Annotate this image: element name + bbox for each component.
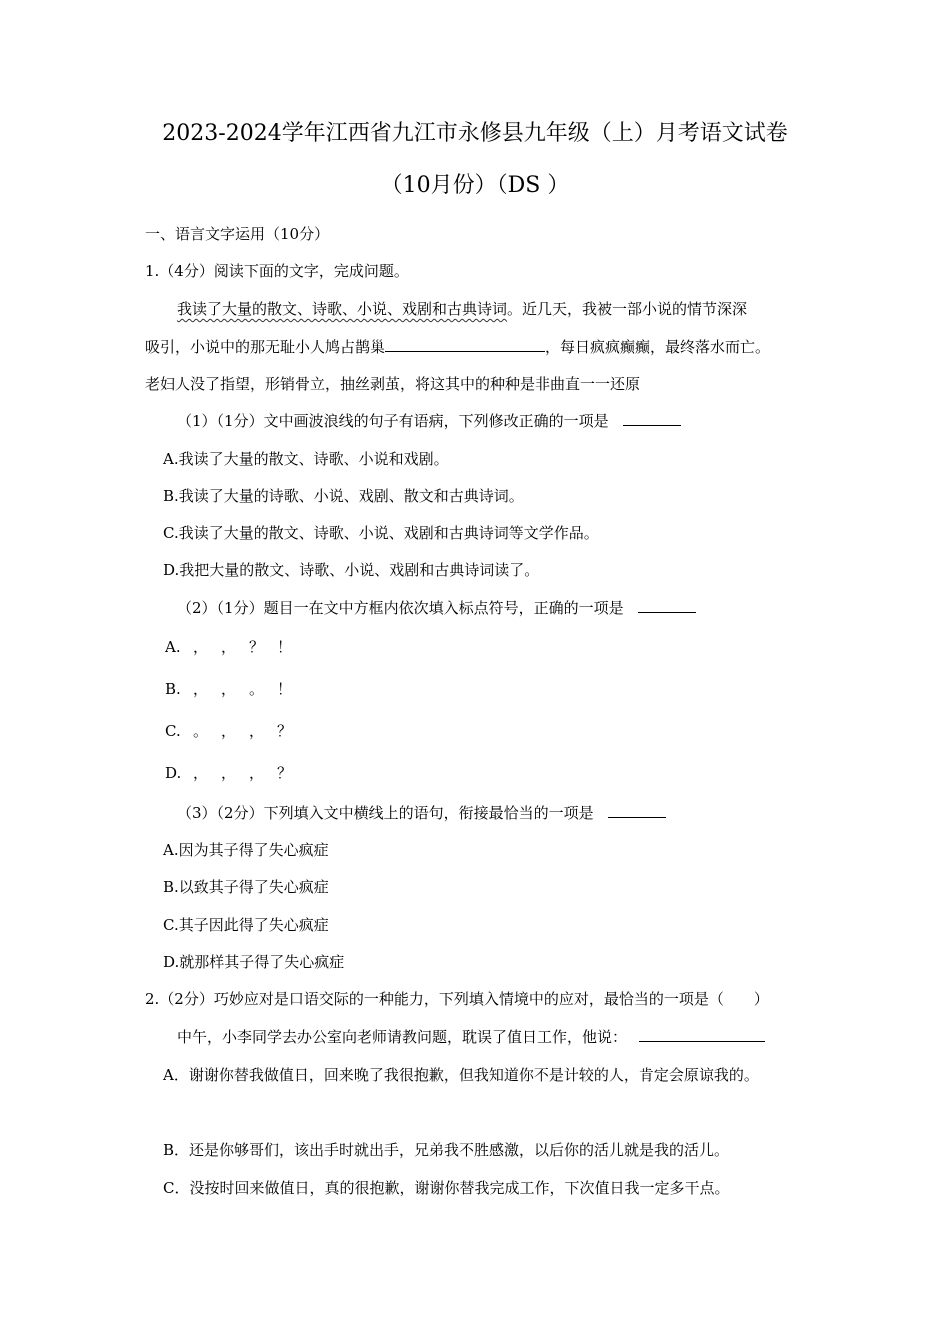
option-1a: A.我读了大量的散文、诗歌、小说和戏剧。	[163, 450, 449, 468]
passage-line-2	[145, 336, 770, 358]
sub-question-1-stem: （1）（1分）文中画波浪线的句子有语病，下列修改正确的一项是	[177, 412, 609, 430]
option-2b: B. ， ， 。 ！	[165, 680, 293, 698]
option-q2b: B．还是你够哥们，该出手时就出手，兄弟我不胜感激，以后你的活儿就是我的活儿。	[163, 1141, 730, 1159]
wavy-sentence: 我读了大量的散文、诗歌、小说、戏剧和古典诗词	[177, 300, 508, 318]
exam-title-line1: 2023-2024学年江西省九江市永修县九年级（上）月考语文试卷	[162, 121, 788, 146]
scenario-text: 中午，小李同学去办公室向老师请教问题，耽误了值日工作，他说：	[177, 1028, 628, 1046]
sub-question-2	[177, 597, 696, 619]
passage-line-3: 老妇人没了指望，形销骨立，抽丝剥茧，将这其中的种种是非曲直一一还原	[145, 375, 641, 393]
answer-blank[interactable]	[639, 1027, 765, 1042]
option-q2a: A．谢谢你替我做值日，回来晚了我很抱歉，但我知道你不是计较的人，肯定会原谅我的。	[163, 1066, 759, 1084]
answer-blank[interactable]	[638, 598, 696, 613]
option-2d: D. ， ， ， ？	[165, 764, 293, 782]
option-2a: A. ， ， ？ ！	[165, 638, 293, 656]
option-2c: C. 。 ， ， ？	[165, 722, 293, 740]
passage-line-2b: ，每日疯疯癫癫，最终落水而亡。	[545, 338, 771, 356]
sub-question-1	[177, 410, 681, 432]
sub-question-3-stem: （3）（2分）下列填入文中横线上的语句，衔接最恰当的一项是	[177, 804, 594, 822]
section-heading: 一、语言文字运用（10分）	[145, 225, 330, 243]
question-1-stem: 1.（4分）阅读下面的文字，完成问题。	[145, 262, 409, 280]
option-q2c: C．没按时回来做值日，真的很抱歉，谢谢你替我完成工作，下次值日我一定多干点。	[163, 1179, 730, 1197]
sub-question-2-stem: （2）（1分）题目一在文中方框内依次填入标点符号，正确的一项是	[177, 599, 624, 617]
option-3a: A.因为其子得了失心疯症	[163, 841, 329, 859]
exam-title-line2: （10月份）（DS ）	[380, 173, 570, 198]
answer-blank[interactable]	[385, 337, 545, 352]
passage-line-1-rest: 。近几天，我被一部小说的情节深深	[507, 300, 748, 318]
question-2-stem: 2.（2分）巧妙应对是口语交际的一种能力，下列填入情境中的应对，最恰当的一项是（ ）	[145, 990, 769, 1008]
option-3b: B.以致其子得了失心疯症	[163, 878, 329, 896]
option-3d: D.就那样其子得了失心疯症	[163, 953, 345, 971]
option-1b: B.我读了大量的诗歌、小说、戏剧、散文和古典诗词。	[163, 487, 524, 505]
passage-line-2a: 吸引，小说中的那无耻小人鸠占鹊巢	[145, 338, 386, 356]
sub-question-3	[177, 802, 666, 824]
option-1c: C.我读了大量的散文、诗歌、小说、戏剧和古典诗词等文学作品。	[163, 524, 599, 542]
answer-blank[interactable]	[608, 803, 666, 818]
question-2-scenario	[177, 1026, 765, 1048]
passage-line-1	[177, 298, 747, 320]
option-1d: D.我把大量的散文、诗歌、小说、戏剧和古典诗词读了。	[163, 561, 540, 579]
answer-blank[interactable]	[623, 411, 681, 426]
option-3c: C.其子因此得了失心疯症	[163, 916, 329, 934]
